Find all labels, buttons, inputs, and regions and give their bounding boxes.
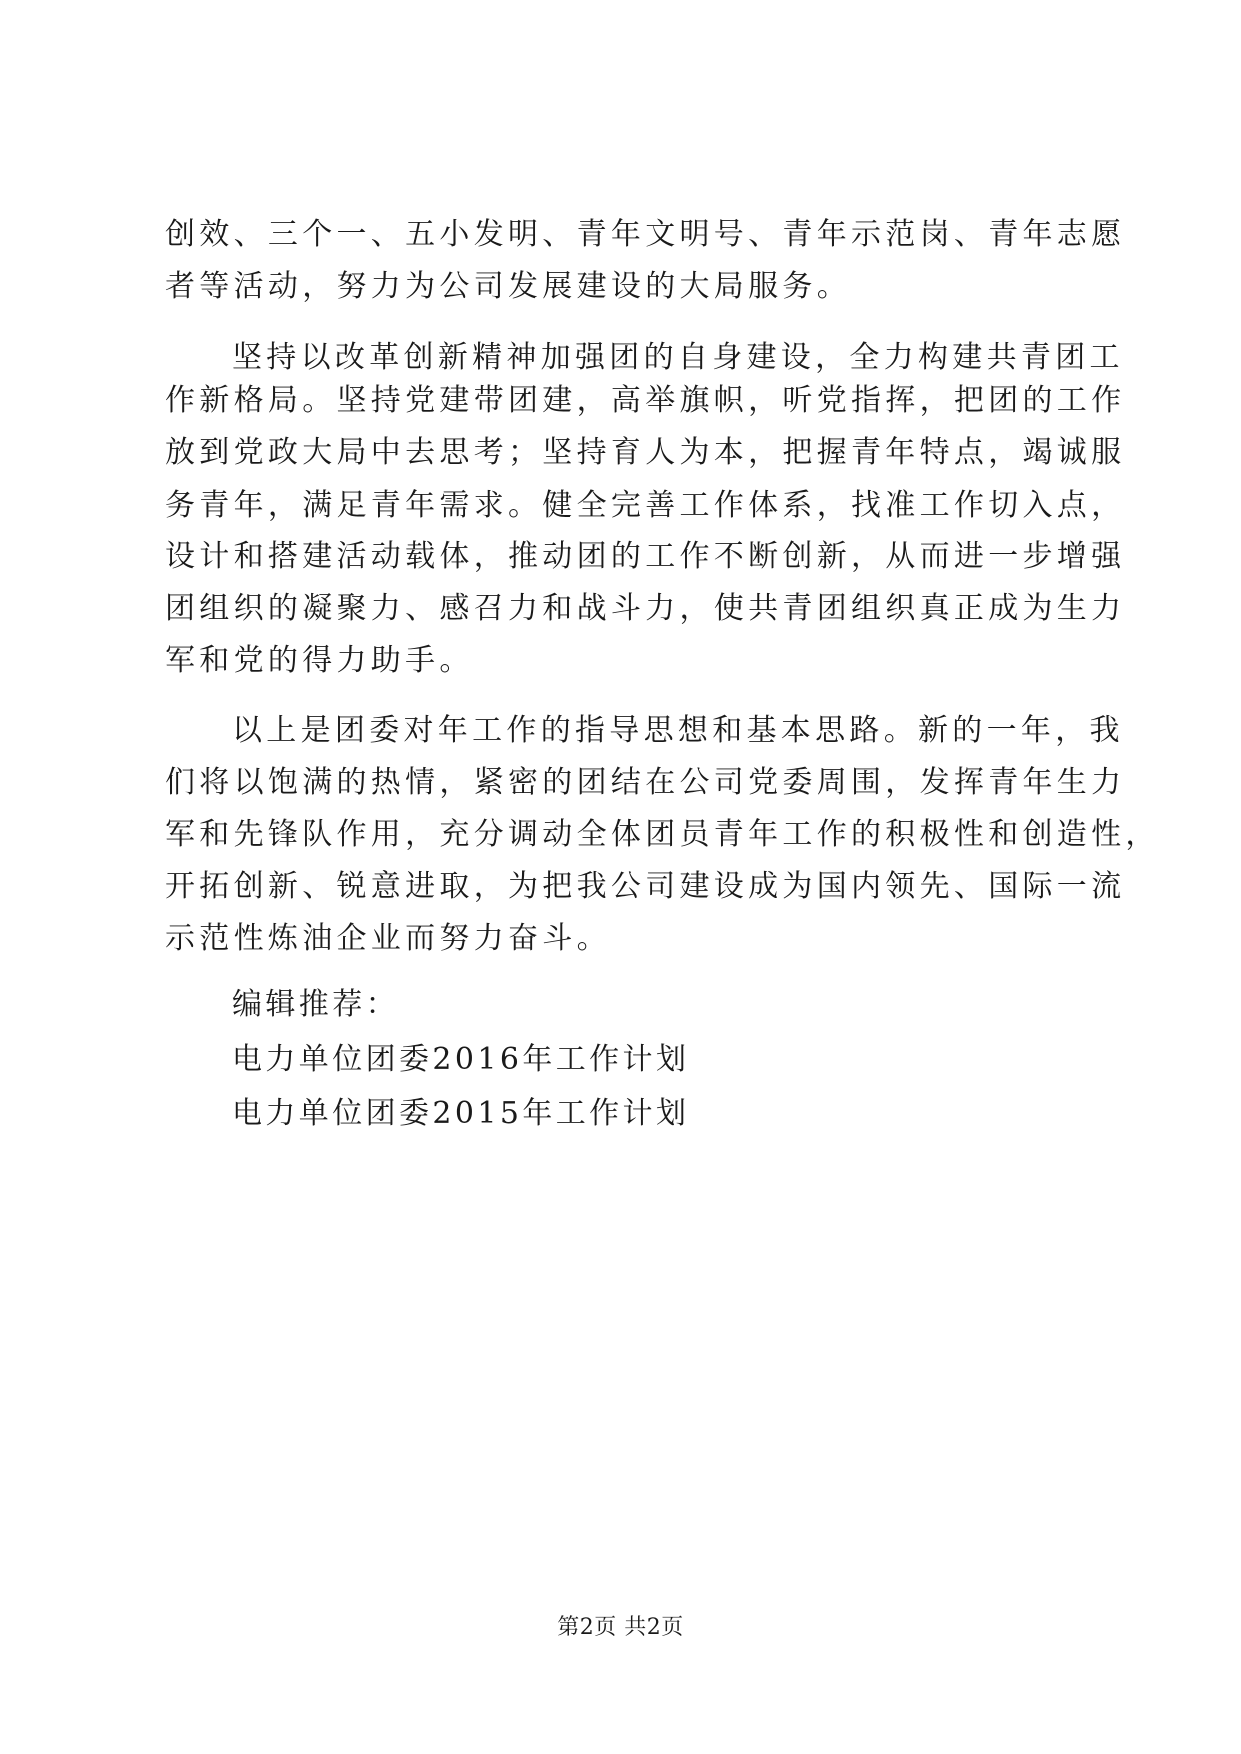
text-line: 以上是团委对年工作的指导思想和基本思路。新的一年，我 [232,713,1124,748]
recommend-heading: 编辑推荐： [232,987,399,1022]
text-line: 开拓创新、锐意进取，为把我公司建设成为国内领先、国际一流 [165,869,1126,904]
text-line: 设计和搭建活动载体，推动团的工作不断创新，从而进一步增强 [165,539,1126,574]
text-line: 务青年，满足青年需求。健全完善工作体系，找准工作切入点， [165,488,1126,523]
text-line: 示范性炼油企业而努力奋斗。 [165,921,611,956]
text-line: 者等活动，努力为公司发展建设的大局服务。 [165,269,851,304]
text-line: 坚持以改革创新精神加强团的自身建设，全力构建共青团工 [232,340,1124,375]
recommend-link[interactable]: 电力单位团委2016年工作计划 [232,1042,690,1077]
text-line: 创效、三个一、五小发明、青年文明号、青年示范岗、青年志愿 [165,217,1126,252]
recommend-link[interactable]: 电力单位团委2015年工作计划 [232,1096,690,1131]
text-line: 军和先锋队作用，充分调动全体团员青年工作的积极性和创造性， [165,817,1160,852]
text-line: 作新格局。坚持党建带团建，高举旗帜，听党指挥，把团的工作 [165,383,1126,418]
text-line: 放到党政大局中去思考；坚持育人为本，把握青年特点，竭诚服 [165,435,1126,470]
text-line: 军和党的得力助手。 [165,643,474,678]
text-line: 团组织的凝聚力、感召力和战斗力，使共青团组织真正成为生力 [165,591,1126,626]
text-line: 们将以饱满的热情，紧密的团结在公司党委周围，发挥青年生力 [165,765,1126,800]
page-number-footer: 第2页 共2页 [557,1615,684,1640]
